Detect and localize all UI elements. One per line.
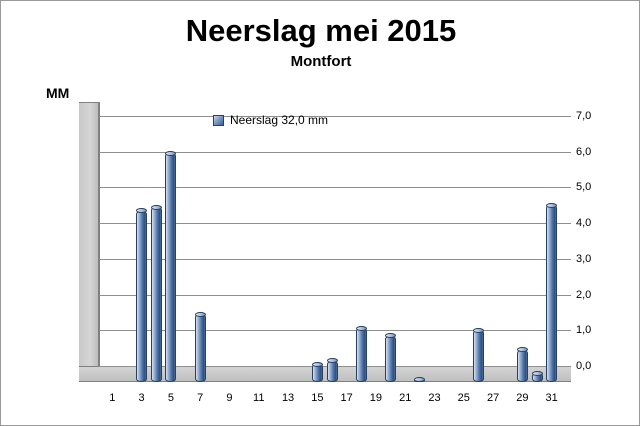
legend-label: Neerslag 32,0 mm [230, 113, 329, 127]
bar [385, 102, 396, 382]
x-axis-tick-label: 11 [253, 392, 265, 404]
y-axis-tick-label: 4,0 [576, 217, 592, 230]
chart-side-wall [79, 102, 99, 366]
bar [546, 102, 557, 382]
x-axis-tick-label: 3 [138, 392, 145, 404]
bar-body [517, 350, 528, 382]
bar [517, 102, 528, 382]
bar-body [165, 153, 176, 382]
x-axis-tick-label: 31 [545, 392, 558, 404]
chart-title: Neerslag mei 2015 [185, 13, 457, 48]
bar-body [151, 207, 162, 382]
x-axis-tick-label: 19 [369, 392, 383, 404]
bar [151, 102, 162, 382]
bar [327, 102, 338, 382]
y-axis-tick-label: 7,0 [576, 110, 592, 122]
chart-subtitle: Montfort [290, 53, 352, 70]
bar-cap [414, 377, 425, 382]
bar-cap [473, 328, 484, 333]
y-axis-tick-label: 0,0 [576, 360, 592, 372]
bar [356, 102, 367, 382]
bar-body [136, 211, 147, 382]
x-axis-tick-label: 21 [399, 392, 412, 404]
bar-body [546, 205, 557, 382]
bar [136, 102, 147, 382]
plot-area [79, 102, 592, 404]
x-axis-tick-label: 23 [428, 392, 441, 404]
y-axis-tick-label: 5,0 [576, 181, 592, 194]
bar-body [385, 336, 396, 382]
bar-cap [327, 358, 338, 363]
bar-body [327, 361, 338, 382]
x-axis-tick-label: 25 [457, 392, 470, 404]
bar-cap [312, 362, 323, 367]
x-axis-tick-label: 9 [226, 392, 233, 404]
bar-cap [195, 312, 206, 317]
chart-legend [213, 113, 328, 127]
bar [414, 102, 425, 382]
y-axis-tick-label: 6,0 [576, 145, 592, 158]
x-axis-tick-label: 13 [281, 392, 295, 404]
y-axis-unit-label: MM [46, 85, 70, 101]
legend-swatch-icon [213, 115, 224, 126]
x-axis-tick-label: 29 [516, 392, 529, 404]
bar [473, 102, 484, 382]
bar-cap [356, 326, 367, 331]
bar-cap [532, 371, 543, 376]
bar-body [195, 314, 206, 382]
bar [195, 102, 206, 382]
x-axis-tick-label: 7 [197, 392, 204, 404]
bar-body [356, 328, 367, 382]
bar [532, 102, 543, 382]
x-axis-tick-label: 17 [340, 392, 353, 404]
y-axis-tick-label: 3,0 [576, 252, 592, 265]
x-axis-tick-label: 27 [486, 392, 500, 404]
bar-cap [546, 203, 557, 208]
x-axis-tick-label: 15 [311, 392, 324, 404]
y-axis-tick-label: 1,0 [576, 324, 592, 337]
y-axis-tick-label: 2,0 [576, 288, 592, 301]
bar [165, 102, 176, 382]
bar-body [473, 330, 484, 382]
bar-body [312, 364, 323, 382]
x-axis-tick-label: 5 [167, 392, 174, 404]
x-axis-tick-label: 1 [109, 392, 116, 404]
bar-cap [151, 205, 162, 210]
bar [312, 102, 323, 382]
